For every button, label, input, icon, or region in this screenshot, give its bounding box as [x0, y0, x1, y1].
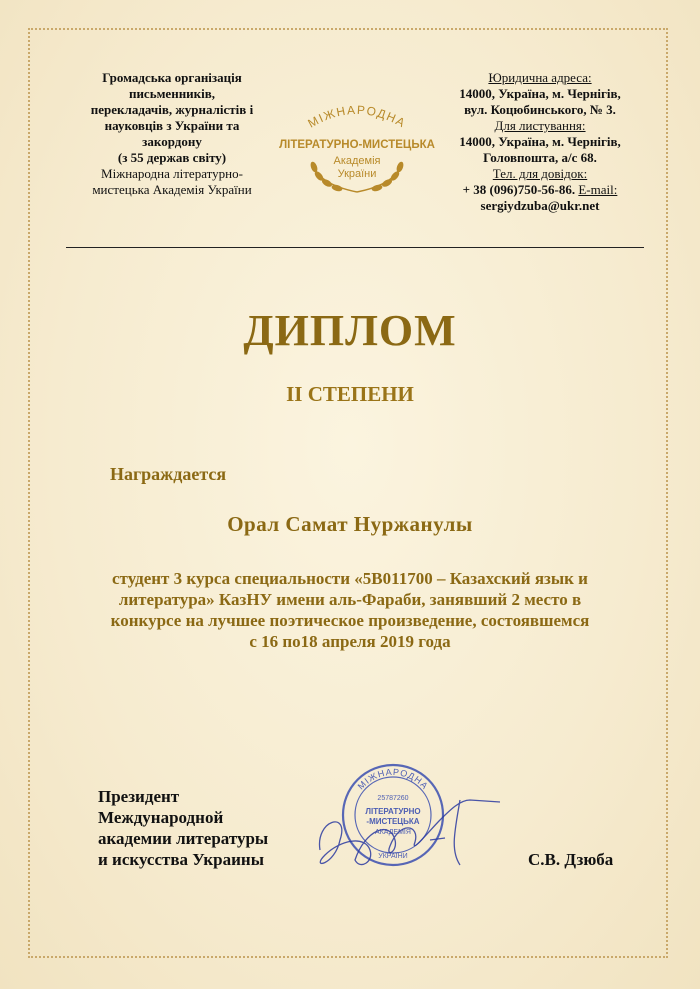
org-line: (з 55 держав світу)	[117, 150, 227, 165]
legal-address-line: вул. Коцюбинського, № 3.	[464, 102, 616, 117]
org-line: закордону	[142, 134, 202, 149]
description-line: конкурсе на лучшее поэтическое произведение, состоявшемся	[110, 611, 590, 630]
organization-info	[62, 70, 282, 198]
email-link[interactable]: sergiydzuba@ukr.net	[480, 198, 600, 213]
diploma-degree: II СТЕПЕНИ	[286, 382, 414, 406]
seal-number: 25787260	[377, 795, 409, 802]
org-line: перекладачів, журналістів і	[90, 102, 254, 117]
email-label: E-mail:	[578, 182, 618, 197]
seal-center-text: АКАДЕМІЯ	[375, 829, 411, 836]
diploma-title: ДИПЛОМ	[243, 306, 457, 355]
seal-bottom-text: УКРАЇНИ	[378, 853, 408, 860]
handwritten-signature	[310, 780, 510, 890]
president-line: Международной	[98, 808, 224, 827]
description-line: студент 3 курса специальности «5В011700 – Казахский язык и	[112, 569, 588, 588]
president-line: и искусства Украины	[98, 850, 264, 869]
org-line: Громадська організація	[102, 70, 242, 85]
legal-address-label: Юридична адреса:	[488, 70, 592, 85]
description-line: с 16 по18 апреля 2019 года	[249, 632, 451, 651]
header-divider	[66, 247, 644, 248]
seal-center-text: ЛІТЕРАТУРНО	[365, 807, 421, 816]
logo-sub-text: України	[337, 168, 377, 180]
mail-address-label: Для листування:	[494, 118, 586, 133]
legal-address-line: 14000, Україна, м. Чернігів,	[459, 86, 621, 101]
phone-number: + 38 (096)750-56-86.	[462, 182, 576, 197]
seal-arc-text: МІЖНАРОДНА	[355, 766, 431, 792]
president-title	[98, 786, 328, 870]
phone-label: Тел. для довідок:	[492, 166, 588, 181]
award-description	[80, 568, 620, 652]
president-line: Президент	[98, 787, 180, 806]
academy-logo	[272, 92, 442, 202]
awarded-label: Награждается	[110, 464, 227, 484]
logo-sub-text: Академія	[333, 155, 381, 167]
signer-name: С.В. Дзюба	[528, 850, 614, 869]
mail-address-line: 14000, Україна, м. Чернігів,	[459, 134, 621, 149]
org-line: мистецька Академія України	[92, 182, 252, 197]
org-line: Міжнародна літературно-	[101, 166, 243, 181]
logo-main-text: ЛІТЕРАТУРНО-МИСТЕЦЬКА	[279, 139, 435, 151]
president-line: академии литературы	[98, 829, 269, 848]
logo-arc-text: МІЖНАРОДНА	[305, 102, 409, 131]
mail-address-line: Головпошта, а/с 68.	[483, 150, 597, 165]
org-line: науковців з України та	[104, 118, 240, 133]
recipient-name: Орал Самат Нуржанулы	[227, 512, 473, 536]
seal-center-text: -МИСТЕЦЬКА	[366, 817, 420, 826]
description-line: литература» КазНУ имени аль-Фараби, занявший 2 место в	[118, 590, 582, 609]
svg-text:МІЖНАРОДНА	[305, 103, 408, 131]
org-line: письменників,	[128, 86, 216, 101]
phone-email-line	[440, 182, 640, 198]
contact-info	[440, 70, 640, 214]
